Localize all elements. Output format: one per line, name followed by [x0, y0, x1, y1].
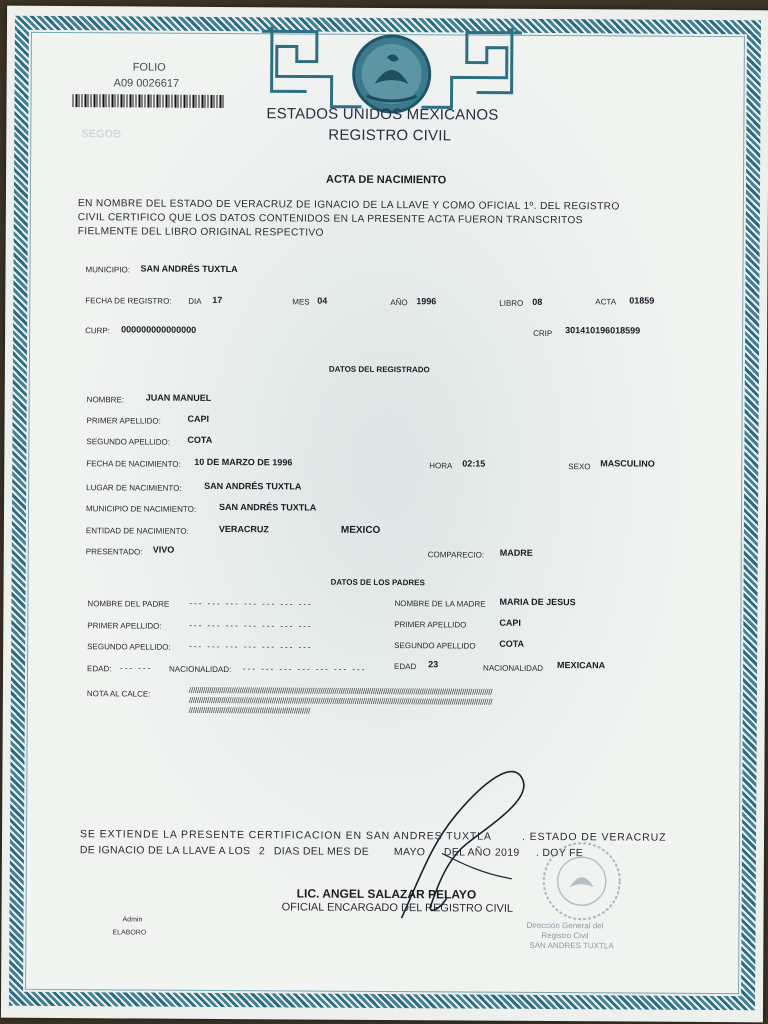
certificacion-line-2: DE IGNACIO DE LA LLAVE A LOS	[79, 844, 251, 858]
padre-nacionalidad-label: NACIONALIDAD:	[169, 664, 232, 675]
comparecio-label: COMPARECIO:	[427, 550, 485, 560]
mes-value: 04	[317, 295, 328, 306]
curp-value: 000000000000000	[121, 324, 197, 335]
libro-label: LIBRO	[499, 298, 524, 308]
certificacion-doy-fe: . DOY FE	[535, 846, 584, 860]
padre-segundo-blank: --- --- --- --- --- --- ---	[189, 641, 313, 652]
acta-value: 01859	[629, 295, 655, 306]
certificate-sheet	[1, 6, 768, 1023]
sexo-label: SEXO	[568, 462, 591, 472]
padre-primer-label: PRIMER APELLIDO:	[87, 621, 162, 631]
oficial-nombre: LIC. ANGEL SALAZAR PELAYO	[296, 886, 477, 902]
lugar-nacimiento-label: LUGAR DE NACIMIENTO:	[86, 483, 182, 493]
entidad-nacimiento-label: ENTIDAD DE NACIMIENTO:	[85, 526, 189, 536]
entidad-nacimiento-value: VERACRUZ	[218, 523, 269, 535]
padre-nacionalidad-blank: --- --- --- --- --- --- ---	[243, 664, 367, 674]
certificacion-dia: 2	[258, 845, 265, 858]
ghost-logo	[81, 126, 171, 139]
national-emblem-icon	[256, 21, 527, 115]
nombre-value: JUAN MANUEL	[145, 392, 212, 403]
padre-nombre-label: NOMBRE DEL PADRE	[87, 599, 170, 609]
padre-segundo-label: SEGUNDO APELLIDO:	[87, 642, 171, 652]
country-heading: ESTADOS UNIDOS MEXICANOS	[266, 105, 499, 124]
presentado-label: PRESENTADO:	[85, 547, 143, 557]
primer-apellido-value: CAPI	[187, 413, 210, 424]
primer-apellido-label: PRIMER APELLIDO:	[86, 416, 161, 426]
madre-nombre-label: NOMBRE DE LA MADRE	[394, 599, 486, 609]
fecha-nacimiento-label: FECHA DE NACIMIENTO:	[86, 459, 181, 469]
lugar-nacimiento-value: SAN ANDRÉS TUXTLA	[204, 480, 302, 492]
certificacion-dias-del-mes: DIAS DEL MES DE	[273, 845, 370, 858]
intro-line-1: EN NOMBRE DEL ESTADO DE VERACRUZ DE IGNACIO DE LA LLAVE Y COMO OFICIAL 1º. DEL REGISTRO	[77, 198, 620, 213]
registrado-section-title: DATOS DEL REGISTRADO	[328, 364, 430, 375]
comparecio-value: MADRE	[499, 547, 533, 558]
certificacion-anio: 2019	[494, 846, 520, 859]
madre-edad-label: EDAD	[394, 662, 417, 672]
svg-text:SEGOB: SEGOB	[81, 128, 122, 140]
madre-segundo-value: COTA	[499, 638, 525, 649]
fecha-registro-label: FECHA DE REGISTRO:	[85, 296, 172, 306]
municipio-label: MUNICIPIO:	[85, 265, 130, 275]
certificacion-mes: MAYO	[393, 846, 426, 859]
certificacion-line-1-estado: . ESTADO DE VERACRUZ	[521, 830, 667, 844]
pais-value: MEXICO	[340, 524, 381, 536]
curp-label: CURP:	[85, 326, 111, 336]
dia-value: 17	[212, 294, 223, 306]
municipio-nacimiento-label: MUNICIPIO DE NACIMIENTO:	[85, 504, 197, 514]
stamp-line-2: Registro Civil	[541, 930, 589, 941]
madre-primer-label: PRIMER APELLIDO	[394, 620, 467, 630]
municipio-value: SAN ANDRÉS TUXTLA	[140, 263, 238, 275]
anio-value: 1996	[416, 296, 437, 307]
padre-edad-label: EDAD:	[87, 664, 112, 674]
hora-label: HORA	[429, 461, 453, 471]
madre-edad-value: 23	[428, 659, 439, 670]
stamp-line-1: Dirección General del	[526, 920, 604, 931]
libro-value: 08	[532, 296, 543, 307]
nombre-label: NOMBRE:	[86, 395, 125, 405]
elaboro-label: ELABORO	[112, 929, 147, 937]
barcode	[72, 94, 224, 108]
crip-label: CRIP	[533, 328, 553, 339]
intro-line-2: CIVIL CERTIFICO QUE LOS DATOS CONTENIDOS EN LA PRESENTE ACTA FUERON TRANSCRITOS	[77, 212, 583, 227]
nota-line-1: //////////////////////////////////////////////////////////////////////////////////////////////////////////////////////////////////////////////////////	[188, 685, 493, 697]
nota-line-2: //////////////////////////////////////////////////////////////////////////////////////////////////////////////////////////////////////////////////////	[188, 695, 493, 707]
stamp-line-3: SAN ANDRES TUXTLA	[529, 940, 614, 951]
padres-section-title: DATOS DE LOS PADRES	[330, 577, 425, 588]
crip-value: 301410196018599	[565, 325, 641, 336]
office-heading: REGISTRO CIVIL	[328, 126, 452, 145]
madre-primer-value: CAPI	[499, 617, 521, 628]
madre-nombre-value: MARIA DE JESUS	[499, 596, 576, 608]
document-title: ACTA DE NACIMIENTO	[326, 173, 447, 187]
sexo-value: MASCULINO	[600, 458, 655, 469]
madre-nacionalidad-value: MEXICANA	[557, 660, 606, 671]
padre-primer-blank: --- --- --- --- --- --- ---	[189, 620, 313, 631]
padre-nombre-blank: --- --- --- --- --- --- ---	[189, 598, 313, 609]
certificacion-del-anio: DEL AÑO	[443, 846, 492, 859]
folio-label: FOLIO	[132, 61, 166, 74]
dia-label: DIA	[188, 296, 202, 306]
anio-label: AÑO	[390, 298, 408, 308]
fecha-nacimiento-value: 10 DE MARZO DE 1996	[194, 456, 293, 468]
intro-line-3: FIELMENTE DEL LIBRO ORIGINAL RESPECTIVO	[77, 226, 324, 239]
oficial-cargo: OFICIAL ENCARGADO DEL REGISTRO CIVIL	[281, 901, 514, 915]
padre-edad-blank: --- ---	[120, 663, 153, 673]
segundo-apellido-value: COTA	[187, 434, 213, 445]
nota-label: NOTA AL CALCE:	[86, 689, 151, 699]
nota-line-3: ////////////////////////////////////////////////////////////	[188, 705, 311, 716]
municipio-nacimiento-value: SAN ANDRÉS TUXTLA	[219, 501, 317, 513]
mes-label: MES	[292, 297, 310, 307]
madre-segundo-label: SEGUNDO APELLIDO	[394, 641, 476, 651]
hora-value: 02:15	[462, 458, 486, 469]
folio-number: A09 0026617	[113, 77, 180, 90]
acta-label: ACTA	[595, 297, 617, 307]
segundo-apellido-label: SEGUNDO APELLIDO:	[86, 437, 171, 447]
elaboro-admin: Admin	[122, 916, 143, 924]
certificacion-line-1: SE EXTIENDE LA PRESENTE CERTIFICACION EN SAN ANDRES TUXTLA	[80, 828, 492, 843]
presentado-value: VIVO	[152, 544, 175, 555]
madre-nacionalidad-label: NACIONALIDAD	[483, 663, 544, 673]
